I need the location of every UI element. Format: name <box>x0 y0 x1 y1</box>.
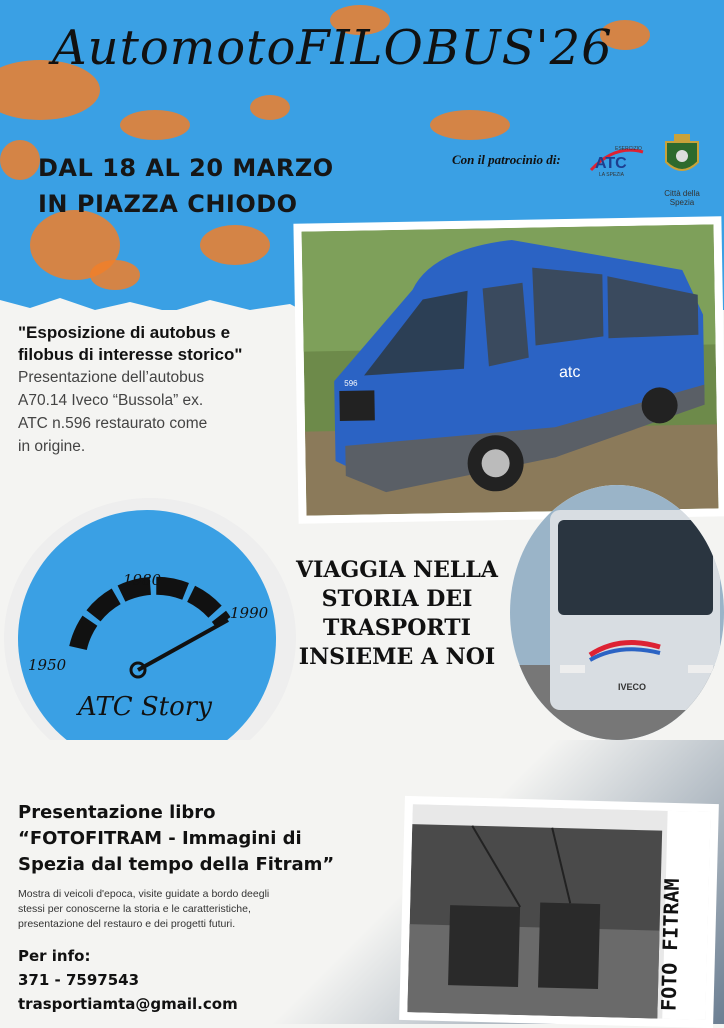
speedometer-badge <box>18 510 276 768</box>
svg-text:LA SPEZIA: LA SPEZIA <box>599 172 625 178</box>
contact-email[interactable]: trasportiamta@gmail.com <box>18 995 238 1013</box>
coach-illustration <box>510 485 724 740</box>
slogan-line: TRASPORTI <box>323 615 471 641</box>
contact-info <box>18 944 238 1016</box>
book-text-line: stessi per conoscerne la storia e le caratteristiche, <box>18 903 251 915</box>
dates-line: DAL 18 AL 20 MARZO <box>38 154 334 182</box>
atc-logo <box>585 142 647 178</box>
book-heading <box>18 800 378 878</box>
book-cover-title: FOTO FITRAM <box>656 878 684 1012</box>
book-heading-line: Spezia dal tempo della Fitram” <box>18 854 335 875</box>
exhibit-description <box>18 322 298 458</box>
book-description <box>18 887 348 932</box>
tick-label: 1980 <box>123 571 162 589</box>
exhibit-text-4: in origine. <box>18 438 86 455</box>
bus-number: 596 <box>344 378 358 388</box>
exhibit-text-2: A70.14 Iveco “Bussola” ex. <box>18 392 204 409</box>
slogan-line: INSIEME A NOI <box>298 644 496 670</box>
location-line: IN PIAZZA CHIODO <box>38 190 298 218</box>
exhibit-text-3: ATC n.596 restaurato come <box>18 415 208 432</box>
book-heading-line: Presentazione libro <box>18 802 216 823</box>
paint-splatter <box>430 110 510 140</box>
tick-label: 1950 <box>28 656 67 674</box>
paint-splatter <box>0 140 40 180</box>
city-crest <box>660 132 704 207</box>
slogan-line: VIAGGIA NELLA <box>296 557 498 583</box>
vintage-bus-photo <box>293 216 724 523</box>
book-cover-illustration <box>407 804 710 1020</box>
event-dates <box>38 150 334 222</box>
tick-label: 1990 <box>230 604 269 622</box>
coach-brand: IVECO <box>618 682 647 692</box>
coach-photo <box>510 485 724 740</box>
crest-icon <box>660 132 704 184</box>
event-title: AutomotoFILOBUS'26 <box>52 20 613 76</box>
svg-text:ATC: ATC <box>595 155 627 172</box>
exhibit-text-1: Presentazione dell’autobus <box>18 369 205 386</box>
bus-logo: atc <box>558 363 581 382</box>
contact-phone[interactable]: 371 - 7597543 <box>18 971 140 989</box>
svg-text:ESERCIZIO: ESERCIZIO <box>615 146 642 152</box>
book-cover-photo <box>399 796 719 1028</box>
contact-label: Per info: <box>18 947 91 965</box>
slogan <box>282 556 512 672</box>
paint-splatter <box>120 110 190 140</box>
book-text-line: presentazione del restauro e dei progetti futuri. <box>18 918 236 930</box>
speedometer-label: ATC Story <box>78 692 212 722</box>
speedometer-icon <box>18 510 276 768</box>
city-name: Città della Spezia <box>664 189 700 207</box>
patronage-label: Con il patrocinio di: <box>452 152 561 167</box>
book-heading-line: “FOTOFITRAM - Immagini di <box>18 828 302 849</box>
exhibit-heading-2: filobus di interesse storico" <box>18 345 243 364</box>
slogan-line: STORIA DEI <box>321 586 473 612</box>
vintage-bus-illustration <box>302 224 719 515</box>
paint-splatter <box>90 260 140 290</box>
paint-splatter <box>250 95 290 120</box>
paint-splatter <box>200 225 270 265</box>
book-text-line: Mostra di veicoli d'epoca, visite guidate a bordo deegli <box>18 888 270 900</box>
exhibit-heading-1: "Esposizione di autobus e <box>18 323 231 342</box>
